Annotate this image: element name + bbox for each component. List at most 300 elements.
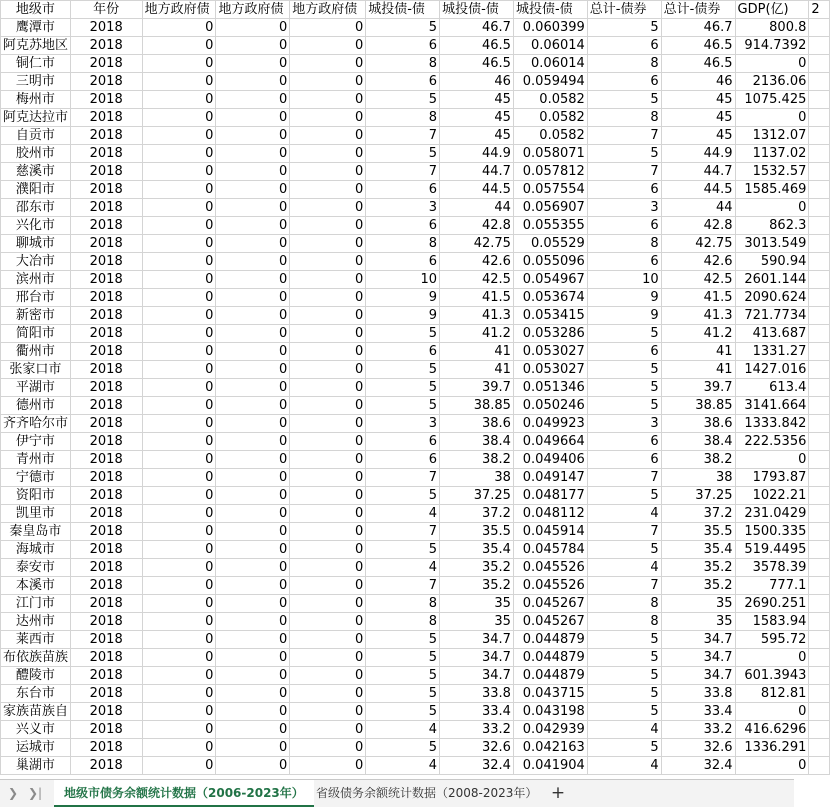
table-cell[interactable]: 2018: [70, 19, 142, 37]
table-cell[interactable]: [809, 127, 830, 145]
table-cell[interactable]: 0: [290, 595, 366, 613]
table-cell[interactable]: 45: [440, 91, 514, 109]
table-cell[interactable]: 0: [290, 91, 366, 109]
table-cell[interactable]: 46.5: [661, 55, 735, 73]
table-cell[interactable]: 0: [290, 127, 366, 145]
table-cell[interactable]: 0: [142, 523, 216, 541]
table-cell[interactable]: 0.042939: [513, 721, 587, 739]
city-cell[interactable]: 阿克达拉市: [1, 109, 71, 127]
column-header[interactable]: 地方政府债: [142, 1, 216, 19]
table-cell[interactable]: 0.055096: [513, 253, 587, 271]
table-cell[interactable]: 0: [216, 127, 290, 145]
column-header[interactable]: 年份: [70, 1, 142, 19]
table-cell[interactable]: 4: [587, 505, 661, 523]
table-cell[interactable]: 0.06014: [513, 37, 587, 55]
table-cell[interactable]: 0: [142, 631, 216, 649]
table-cell[interactable]: 42.8: [440, 217, 514, 235]
city-cell[interactable]: 兴化市: [1, 217, 71, 235]
table-cell[interactable]: 0.049406: [513, 451, 587, 469]
city-cell[interactable]: 运城市: [1, 739, 71, 757]
table-cell[interactable]: 5: [366, 667, 440, 685]
table-cell[interactable]: 37.25: [440, 487, 514, 505]
table-cell[interactable]: 0: [290, 451, 366, 469]
table-cell[interactable]: 0: [216, 109, 290, 127]
table-cell[interactable]: [809, 631, 830, 649]
table-cell[interactable]: 0: [142, 55, 216, 73]
table-cell[interactable]: 0: [216, 505, 290, 523]
table-cell[interactable]: 2018: [70, 199, 142, 217]
table-cell[interactable]: 0: [142, 19, 216, 37]
table-cell[interactable]: [809, 343, 830, 361]
city-cell[interactable]: 秦皇岛市: [1, 523, 71, 541]
table-cell[interactable]: 5: [366, 325, 440, 343]
table-cell[interactable]: 0: [216, 631, 290, 649]
table-cell[interactable]: 35.5: [440, 523, 514, 541]
table-cell[interactable]: 0: [290, 145, 366, 163]
table-cell[interactable]: 2018: [70, 721, 142, 739]
table-cell[interactable]: 613.4: [735, 379, 809, 397]
table-cell[interactable]: 3: [587, 199, 661, 217]
column-header[interactable]: 2: [809, 1, 830, 19]
table-cell[interactable]: 6: [366, 181, 440, 199]
table-cell[interactable]: 46.7: [440, 19, 514, 37]
table-cell[interactable]: 2018: [70, 235, 142, 253]
table-cell[interactable]: [809, 523, 830, 541]
table-cell[interactable]: [809, 577, 830, 595]
table-cell[interactable]: 34.7: [440, 631, 514, 649]
table-cell[interactable]: 416.6296: [735, 721, 809, 739]
city-cell[interactable]: 达州市: [1, 613, 71, 631]
table-cell[interactable]: 0: [290, 631, 366, 649]
table-cell[interactable]: 0: [216, 199, 290, 217]
city-cell[interactable]: 莱西市: [1, 631, 71, 649]
table-cell[interactable]: 800.8: [735, 19, 809, 37]
table-cell[interactable]: 5: [366, 19, 440, 37]
table-cell[interactable]: 0: [216, 433, 290, 451]
column-header[interactable]: 地级市: [1, 1, 71, 19]
table-cell[interactable]: 0: [216, 469, 290, 487]
table-cell[interactable]: 0: [290, 685, 366, 703]
table-cell[interactable]: 38.6: [661, 415, 735, 433]
table-cell[interactable]: 5: [366, 361, 440, 379]
table-cell[interactable]: 5: [587, 631, 661, 649]
city-cell[interactable]: 海城市: [1, 541, 71, 559]
table-cell[interactable]: 0: [216, 271, 290, 289]
table-cell[interactable]: 2018: [70, 559, 142, 577]
table-cell[interactable]: 9: [366, 307, 440, 325]
city-cell[interactable]: 滨州市: [1, 271, 71, 289]
table-cell[interactable]: 0.053027: [513, 343, 587, 361]
table-cell[interactable]: 4: [366, 757, 440, 775]
table-cell[interactable]: 5: [587, 685, 661, 703]
table-cell[interactable]: [809, 469, 830, 487]
table-cell[interactable]: 0: [735, 109, 809, 127]
city-cell[interactable]: 平湖市: [1, 379, 71, 397]
table-cell[interactable]: 0: [216, 703, 290, 721]
table-cell[interactable]: 7: [366, 577, 440, 595]
table-cell[interactable]: 0: [216, 163, 290, 181]
table-cell[interactable]: 32.4: [440, 757, 514, 775]
table-cell[interactable]: 1331.27: [735, 343, 809, 361]
table-cell[interactable]: 0: [216, 73, 290, 91]
table-cell[interactable]: 35.2: [661, 559, 735, 577]
table-cell[interactable]: 7: [366, 163, 440, 181]
table-cell[interactable]: 6: [587, 433, 661, 451]
table-cell[interactable]: 8: [366, 613, 440, 631]
table-cell[interactable]: 5: [366, 703, 440, 721]
column-header[interactable]: 城投债-债: [513, 1, 587, 19]
table-cell[interactable]: 2018: [70, 685, 142, 703]
table-cell[interactable]: 0: [735, 757, 809, 775]
table-cell[interactable]: [809, 757, 830, 775]
table-cell[interactable]: 38.2: [661, 451, 735, 469]
table-cell[interactable]: [809, 145, 830, 163]
table-cell[interactable]: 37.2: [661, 505, 735, 523]
table-cell[interactable]: 0.045267: [513, 595, 587, 613]
table-cell[interactable]: 0: [290, 271, 366, 289]
table-cell[interactable]: 2018: [70, 415, 142, 433]
table-cell[interactable]: 0: [290, 667, 366, 685]
table-cell[interactable]: 41: [661, 361, 735, 379]
table-cell[interactable]: 46.5: [440, 37, 514, 55]
table-cell[interactable]: [809, 415, 830, 433]
table-cell[interactable]: 0: [142, 253, 216, 271]
table-cell[interactable]: 2018: [70, 289, 142, 307]
table-cell[interactable]: 222.5356: [735, 433, 809, 451]
table-cell[interactable]: 777.1: [735, 577, 809, 595]
table-cell[interactable]: 7: [587, 523, 661, 541]
table-cell[interactable]: 0.045526: [513, 559, 587, 577]
table-cell[interactable]: 1585.469: [735, 181, 809, 199]
table-cell[interactable]: 5: [366, 487, 440, 505]
table-cell[interactable]: 0: [142, 73, 216, 91]
table-cell[interactable]: [809, 73, 830, 91]
table-cell[interactable]: [809, 361, 830, 379]
table-cell[interactable]: 41: [440, 343, 514, 361]
table-cell[interactable]: 2018: [70, 379, 142, 397]
table-cell[interactable]: 4: [587, 757, 661, 775]
table-cell[interactable]: 0: [216, 523, 290, 541]
table-cell[interactable]: 0.0582: [513, 127, 587, 145]
table-cell[interactable]: 7: [587, 127, 661, 145]
table-cell[interactable]: 6: [587, 451, 661, 469]
table-cell[interactable]: 0.050246: [513, 397, 587, 415]
table-cell[interactable]: 0.053674: [513, 289, 587, 307]
table-cell[interactable]: 5: [366, 91, 440, 109]
table-cell[interactable]: 0: [290, 397, 366, 415]
table-cell[interactable]: 0.06014: [513, 55, 587, 73]
table-cell[interactable]: [809, 487, 830, 505]
table-cell[interactable]: 0: [216, 613, 290, 631]
table-cell[interactable]: 0.044879: [513, 631, 587, 649]
table-cell[interactable]: 0: [290, 541, 366, 559]
table-cell[interactable]: 2018: [70, 307, 142, 325]
city-cell[interactable]: 凯里市: [1, 505, 71, 523]
table-cell[interactable]: 0: [290, 253, 366, 271]
table-cell[interactable]: [809, 109, 830, 127]
table-cell[interactable]: 0.060399: [513, 19, 587, 37]
table-cell[interactable]: 41.5: [440, 289, 514, 307]
city-cell[interactable]: 家族苗族自: [1, 703, 71, 721]
table-cell[interactable]: 1022.21: [735, 487, 809, 505]
table-cell[interactable]: 5: [366, 685, 440, 703]
table-cell[interactable]: 3: [366, 199, 440, 217]
table-cell[interactable]: 46.7: [661, 19, 735, 37]
table-cell[interactable]: 2018: [70, 73, 142, 91]
table-cell[interactable]: 8: [587, 55, 661, 73]
table-cell[interactable]: [809, 235, 830, 253]
table-cell[interactable]: 0: [216, 451, 290, 469]
table-cell[interactable]: 0: [290, 703, 366, 721]
city-cell[interactable]: 聊城市: [1, 235, 71, 253]
table-cell[interactable]: 1312.07: [735, 127, 809, 145]
table-cell[interactable]: 33.4: [661, 703, 735, 721]
table-cell[interactable]: [809, 37, 830, 55]
table-cell[interactable]: 0: [142, 181, 216, 199]
table-cell[interactable]: 35: [661, 595, 735, 613]
table-cell[interactable]: 0.053027: [513, 361, 587, 379]
table-cell[interactable]: [809, 307, 830, 325]
table-cell[interactable]: 5: [366, 631, 440, 649]
table-cell[interactable]: 2018: [70, 595, 142, 613]
table-cell[interactable]: 2018: [70, 757, 142, 775]
table-cell[interactable]: 0: [142, 757, 216, 775]
table-cell[interactable]: 44: [440, 199, 514, 217]
table-cell[interactable]: 4: [587, 721, 661, 739]
table-cell[interactable]: 39.7: [440, 379, 514, 397]
table-cell[interactable]: 0.057554: [513, 181, 587, 199]
table-cell[interactable]: 32.4: [661, 757, 735, 775]
table-cell[interactable]: 2018: [70, 361, 142, 379]
city-cell[interactable]: 泰安市: [1, 559, 71, 577]
table-cell[interactable]: 0: [216, 739, 290, 757]
table-cell[interactable]: 1427.016: [735, 361, 809, 379]
city-cell[interactable]: 濮阳市: [1, 181, 71, 199]
column-header[interactable]: 地方政府债: [216, 1, 290, 19]
table-cell[interactable]: 2018: [70, 649, 142, 667]
table-cell[interactable]: 0: [290, 109, 366, 127]
table-cell[interactable]: 0: [142, 595, 216, 613]
table-cell[interactable]: 2018: [70, 127, 142, 145]
table-cell[interactable]: 0: [142, 703, 216, 721]
table-cell[interactable]: 35.5: [661, 523, 735, 541]
table-cell[interactable]: 34.7: [661, 667, 735, 685]
table-cell[interactable]: 8: [587, 109, 661, 127]
table-cell[interactable]: 37.2: [440, 505, 514, 523]
table-cell[interactable]: 2018: [70, 55, 142, 73]
table-cell[interactable]: 0: [142, 505, 216, 523]
table-cell[interactable]: 0: [216, 145, 290, 163]
table-cell[interactable]: 0: [216, 379, 290, 397]
table-cell[interactable]: 6: [587, 253, 661, 271]
table-cell[interactable]: 812.81: [735, 685, 809, 703]
city-cell[interactable]: 齐齐哈尔市: [1, 415, 71, 433]
table-cell[interactable]: 34.7: [661, 631, 735, 649]
table-cell[interactable]: 0: [216, 361, 290, 379]
column-header[interactable]: 总计-债券: [587, 1, 661, 19]
table-cell[interactable]: 2018: [70, 181, 142, 199]
table-cell[interactable]: 0.045267: [513, 613, 587, 631]
table-cell[interactable]: [809, 19, 830, 37]
table-cell[interactable]: 41.3: [440, 307, 514, 325]
table-cell[interactable]: 0: [216, 577, 290, 595]
table-cell[interactable]: 44.7: [661, 163, 735, 181]
table-cell[interactable]: 46: [661, 73, 735, 91]
table-cell[interactable]: [809, 667, 830, 685]
table-cell[interactable]: 0: [216, 181, 290, 199]
table-cell[interactable]: 0: [216, 757, 290, 775]
table-cell[interactable]: 4: [366, 559, 440, 577]
table-cell[interactable]: 0: [142, 469, 216, 487]
table-cell[interactable]: 1336.291: [735, 739, 809, 757]
table-cell[interactable]: 5: [587, 379, 661, 397]
table-cell[interactable]: [809, 163, 830, 181]
table-cell[interactable]: 2018: [70, 613, 142, 631]
table-cell[interactable]: 0.058071: [513, 145, 587, 163]
city-cell[interactable]: 德州市: [1, 397, 71, 415]
table-cell[interactable]: 38.4: [661, 433, 735, 451]
table-cell[interactable]: 0: [142, 235, 216, 253]
table-cell[interactable]: 0: [142, 271, 216, 289]
table-cell[interactable]: 2018: [70, 703, 142, 721]
table-cell[interactable]: 33.2: [440, 721, 514, 739]
table-cell[interactable]: 41.2: [661, 325, 735, 343]
table-cell[interactable]: 0: [290, 505, 366, 523]
table-cell[interactable]: 2018: [70, 577, 142, 595]
table-cell[interactable]: 0: [142, 199, 216, 217]
table-cell[interactable]: [809, 433, 830, 451]
table-cell[interactable]: 35.2: [440, 559, 514, 577]
table-cell[interactable]: 0: [735, 703, 809, 721]
table-cell[interactable]: 38.4: [440, 433, 514, 451]
table-cell[interactable]: 862.3: [735, 217, 809, 235]
table-cell[interactable]: 0.045784: [513, 541, 587, 559]
table-cell[interactable]: 0: [290, 649, 366, 667]
table-cell[interactable]: 8: [587, 613, 661, 631]
table-cell[interactable]: 41.5: [661, 289, 735, 307]
table-cell[interactable]: 595.72: [735, 631, 809, 649]
table-cell[interactable]: 4: [366, 721, 440, 739]
table-cell[interactable]: 0: [290, 343, 366, 361]
city-cell[interactable]: 慈溪市: [1, 163, 71, 181]
table-cell[interactable]: 3578.39: [735, 559, 809, 577]
table-cell[interactable]: 41.3: [661, 307, 735, 325]
column-header[interactable]: 地方政府债: [290, 1, 366, 19]
table-cell[interactable]: 0: [216, 253, 290, 271]
table-cell[interactable]: 0.041904: [513, 757, 587, 775]
tab-province-debt[interactable]: 省级债务余额统计数据（2008-2023年）: [316, 786, 538, 800]
city-cell[interactable]: 衢州市: [1, 343, 71, 361]
last-sheet-icon[interactable]: ❯|: [27, 786, 43, 800]
city-cell[interactable]: 梅州市: [1, 91, 71, 109]
table-cell[interactable]: [809, 559, 830, 577]
table-cell[interactable]: 2018: [70, 271, 142, 289]
table-cell[interactable]: 0: [290, 37, 366, 55]
table-cell[interactable]: 0: [142, 613, 216, 631]
table-cell[interactable]: 5: [587, 703, 661, 721]
table-cell[interactable]: 42.8: [661, 217, 735, 235]
column-header[interactable]: 总计-债券: [661, 1, 735, 19]
table-cell[interactable]: 0.048112: [513, 505, 587, 523]
table-cell[interactable]: 0: [290, 523, 366, 541]
table-cell[interactable]: 2018: [70, 91, 142, 109]
table-cell[interactable]: 5: [366, 379, 440, 397]
table-cell[interactable]: 0.049923: [513, 415, 587, 433]
table-cell[interactable]: 8: [587, 235, 661, 253]
table-cell[interactable]: 2018: [70, 253, 142, 271]
table-cell[interactable]: 42.6: [440, 253, 514, 271]
table-cell[interactable]: 35.4: [440, 541, 514, 559]
table-cell[interactable]: 0.044879: [513, 667, 587, 685]
table-cell[interactable]: 44.7: [440, 163, 514, 181]
table-cell[interactable]: 0.049147: [513, 469, 587, 487]
table-cell[interactable]: 2018: [70, 217, 142, 235]
table-cell[interactable]: 0: [142, 667, 216, 685]
table-cell[interactable]: 38.6: [440, 415, 514, 433]
table-cell[interactable]: 0: [142, 145, 216, 163]
table-cell[interactable]: 0: [290, 289, 366, 307]
table-cell[interactable]: 0: [216, 343, 290, 361]
city-cell[interactable]: 自贡市: [1, 127, 71, 145]
table-cell[interactable]: 5: [587, 91, 661, 109]
table-cell[interactable]: 0: [216, 541, 290, 559]
table-cell[interactable]: 3: [587, 415, 661, 433]
table-cell[interactable]: [809, 505, 830, 523]
table-cell[interactable]: 0.0582: [513, 91, 587, 109]
table-cell[interactable]: 0: [290, 415, 366, 433]
table-cell[interactable]: 44: [661, 199, 735, 217]
table-cell[interactable]: 2018: [70, 541, 142, 559]
table-cell[interactable]: 0: [290, 721, 366, 739]
table-cell[interactable]: 9: [587, 289, 661, 307]
table-cell[interactable]: 35.2: [440, 577, 514, 595]
table-cell[interactable]: 0: [216, 235, 290, 253]
table-cell[interactable]: 0: [290, 163, 366, 181]
table-cell[interactable]: 35.4: [661, 541, 735, 559]
table-cell[interactable]: 46.5: [440, 55, 514, 73]
table-cell[interactable]: 601.3943: [735, 667, 809, 685]
table-cell[interactable]: 5: [587, 397, 661, 415]
table-cell[interactable]: 7: [366, 523, 440, 541]
table-cell[interactable]: 7: [366, 469, 440, 487]
table-cell[interactable]: 0: [216, 307, 290, 325]
table-cell[interactable]: 8: [366, 235, 440, 253]
table-cell[interactable]: 0: [142, 559, 216, 577]
table-cell[interactable]: 0: [142, 361, 216, 379]
table-cell[interactable]: 0: [142, 451, 216, 469]
table-cell[interactable]: 1583.94: [735, 613, 809, 631]
table-cell[interactable]: 2018: [70, 163, 142, 181]
table-cell[interactable]: 0: [216, 667, 290, 685]
city-cell[interactable]: 巢湖市: [1, 757, 71, 775]
city-cell[interactable]: 铜仁市: [1, 55, 71, 73]
table-cell[interactable]: 5: [587, 145, 661, 163]
table-cell[interactable]: 2018: [70, 109, 142, 127]
table-cell[interactable]: 2018: [70, 325, 142, 343]
table-cell[interactable]: [809, 685, 830, 703]
table-cell[interactable]: 0: [142, 577, 216, 595]
table-cell[interactable]: 2018: [70, 397, 142, 415]
table-cell[interactable]: 9: [587, 307, 661, 325]
table-cell[interactable]: 8: [366, 595, 440, 613]
table-cell[interactable]: 0.043715: [513, 685, 587, 703]
table-cell[interactable]: 1137.02: [735, 145, 809, 163]
table-cell[interactable]: 2018: [70, 433, 142, 451]
table-cell[interactable]: 0: [142, 127, 216, 145]
table-cell[interactable]: 42.5: [440, 271, 514, 289]
table-cell[interactable]: 2018: [70, 667, 142, 685]
table-cell[interactable]: 2018: [70, 451, 142, 469]
